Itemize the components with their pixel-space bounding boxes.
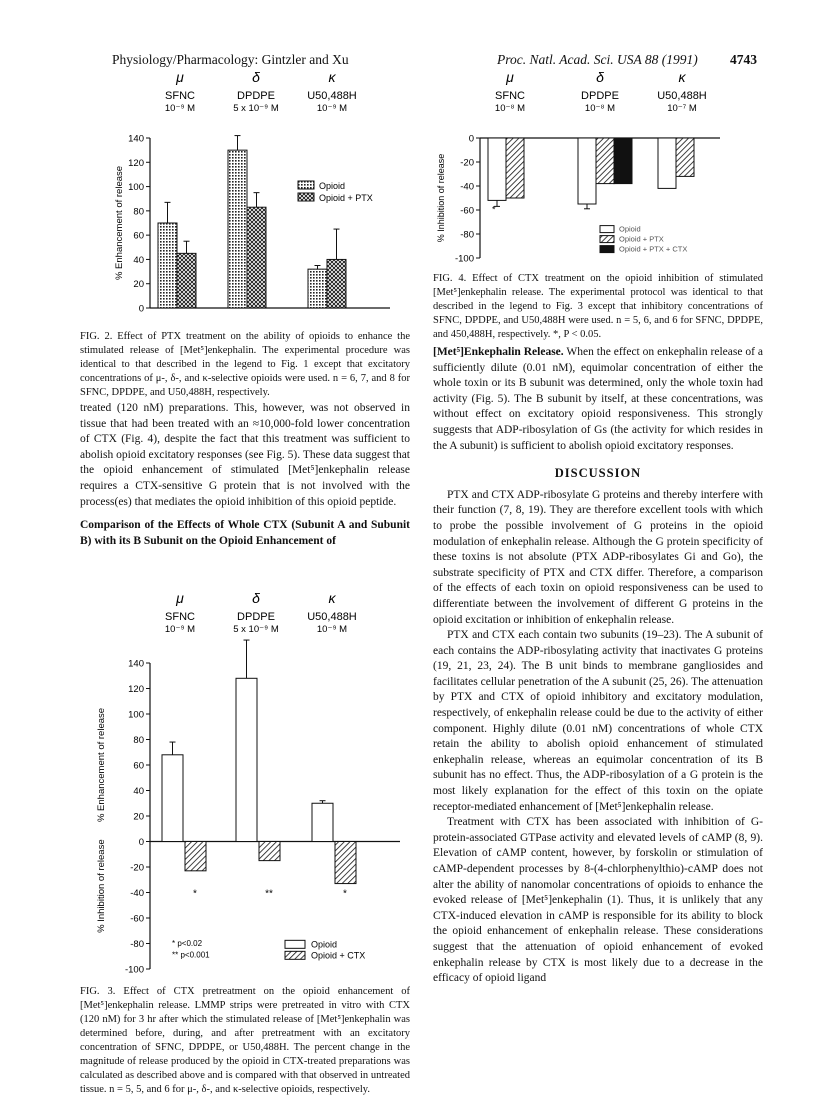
figure-4-chart	[430, 68, 730, 268]
discussion-heading: DISCUSSION	[554, 466, 642, 481]
legend-label: Opioid + PTX	[319, 193, 373, 203]
receptor-label: δ	[596, 69, 604, 85]
y-tick-label: 60	[133, 230, 144, 242]
legend-swatch	[285, 940, 305, 948]
figure-3	[80, 585, 420, 985]
y-tick-label: 20	[133, 279, 144, 291]
y-tick-label: 60	[133, 760, 144, 772]
receptor-label: μ	[506, 69, 514, 85]
bar-u50,488h-opioid	[308, 269, 327, 308]
receptor-label: κ	[328, 70, 336, 85]
running-header-left: Physiology/Pharmacology: Gintzler and Xu	[112, 52, 349, 67]
concentration-label: 10⁻⁹ M	[164, 624, 196, 635]
bar-dpdpe-ctx	[259, 842, 280, 861]
paragraph: PTX and CTX each contain two subunits (19–23). The A subunit of each contains the ADP-ribosylating activity that inactivates G proteins (19, 21, 23, 24). The B unit binds to membrane gangliosides and facilitates cellular penetration of the A subunit (25, 26). The attenuation by PTX and CTX of opioid inhibitory and excitatory modulation, respectively, of enkephalin release could be due to the activity of either component. Highly dilute (0.01 nM) concentrations of whole CTX retain the ability to abolish opioid enhancement of stimulated enkephalin release, whereas an equimolar concentration of its B subunit has no effect. Thus, the ADP-ribosylation of a G protein is the most likely explanation for the effect of this toxin on the opiate receptor-mediated enhancement of [Met⁵]enkephalin release.	[433, 629, 763, 813]
bar-sfnc-series0	[488, 138, 506, 200]
y-tick-label: 0	[138, 303, 144, 315]
receptor-label: κ	[678, 69, 686, 85]
y-tick-label: -40	[460, 181, 474, 193]
bar-u50,488h-ptx	[327, 259, 346, 308]
y-tick-label: -20	[460, 157, 474, 169]
legend-swatch	[285, 951, 305, 959]
page-number: 4743	[730, 52, 757, 67]
y-tick-label: 120	[128, 157, 144, 169]
bar-dpdpe-series0	[578, 138, 596, 204]
bar-dpdpe-series1	[596, 138, 614, 184]
drug-label: DPDPE	[581, 90, 619, 102]
receptor-label: κ	[328, 590, 336, 606]
y-tick-label: 40	[133, 254, 144, 266]
y-tick-label: -60	[130, 913, 144, 925]
y-tick-label: -20	[130, 862, 144, 874]
drug-label: U50,488H	[307, 90, 357, 102]
significance-marker: *	[193, 888, 197, 900]
significance-marker: *	[343, 888, 347, 900]
left-column-text	[80, 401, 410, 549]
y-tick-label: -100	[124, 964, 144, 976]
y-tick-label: 20	[133, 811, 144, 823]
legend-swatch	[600, 236, 614, 243]
bar-sfnc-opioid	[162, 755, 183, 842]
paragraph: treated (120 nM) preparations. This, however, was not observed in tissue that had been treated with an ≈10,000-fold lower concentration of CTX (Fig. 4), despite the fact that this treatment was sufficient to abolish opioid excitatory responses (see Fig. 5). These data suggest that the opioid enhancement of stimulated [Met⁵]enkephalin release requires a CTX-sensitive G protein that is not involved with the process(es) that mediates the opioid inhibition of this opioid peptide.	[80, 402, 410, 508]
drug-label: SFNC	[165, 90, 195, 102]
bar-u50,488h-series1	[676, 138, 694, 176]
paragraph: Treatment with CTX has been associated with inhibition of G-protein-associated GTPase activity and elevated levels of cAMP (8, 9). Elevation of cAMP content, however, by forskolin or stimulation of cAMP-dependent processes by 8-(4-chlorphenylthio)-cAMP does not alter the ability of nanomolar concentrations of opioids to enhance the evoked release of [Met⁵]enkephalin (1). Thus, it is unlikely that any CTX-induced elevation in cAMP is responsible for its ability to block the opioid enhancement of enkephalin release. These considerations suggest that the attenuation of opioid enhancement of evoked enkephalin release by CTX is most likely due to a decrease in the efficacy of opioid ligand	[433, 816, 763, 985]
y-tick-label: 100	[128, 709, 144, 721]
y-tick-label: 140	[128, 658, 144, 670]
paragraph: [Met⁵]Enkephalin Release. When the effect on enkephalin release of a sufficiently dilute (0.01 nM), equimolar concentration of either the whole toxin or its B subunit was determined, only the whole toxin had activity (Fig. 5). The B subunit by itself, at these concentrations, was without effect on excitatory opioid responsiveness. This strongly suggests that ADP-ribosylation of Gs (the activity for which resides in the A subunit) is sufficient to abolish opioid excitatory responses.	[433, 346, 763, 452]
y-axis-label: % Inhibition of release	[436, 153, 446, 243]
section-heading: [Met⁵]Enkephalin Release.	[433, 346, 564, 358]
significance-marker: *	[492, 204, 496, 215]
y-tick-label: -60	[460, 205, 474, 217]
concentration-label: 5 x 10⁻⁹ M	[233, 103, 279, 114]
y-tick-label: -100	[454, 253, 474, 265]
y-tick-label: 80	[133, 735, 144, 746]
drug-label: SFNC	[165, 611, 195, 623]
concentration-label: 10⁻⁷ M	[667, 103, 697, 114]
y-axis-label-top: % Enhancement of release	[96, 707, 107, 823]
concentration-label: 10⁻⁸ M	[584, 103, 616, 114]
bar-u50,488h-series0	[658, 138, 676, 188]
y-tick-label: 40	[133, 786, 144, 797]
drug-label: U50,488H	[657, 90, 707, 102]
bar-dpdpe-ptx	[247, 207, 266, 308]
receptor-label: μ	[176, 70, 184, 85]
drug-label: U50,488H	[307, 611, 357, 623]
significance-marker: **	[265, 888, 273, 900]
y-tick-label: 100	[128, 182, 144, 194]
receptor-label: δ	[252, 70, 260, 85]
figure-4-caption: FIG. 4. Effect of CTX treatment on the opioid inhibition of stimulated [Met⁵]enkephalin release. The experimental protocol was identical to that described in the legend to Fig. 3 except that inhibitory concentrations of SFNC, DPDPE, and U50,488H were used. n = 5, 6, and 6 for SFNC, DPDPE, and 450,488H, respectively. *, P < 0.05.	[433, 273, 763, 340]
legend-label: Opioid	[619, 224, 641, 234]
legend-swatch	[298, 193, 314, 201]
receptor-label: δ	[252, 590, 260, 606]
legend-label: Opioid + PTX + CTX	[619, 244, 688, 254]
concentration-label: 10⁻⁹ M	[316, 624, 348, 635]
legend-swatch	[600, 246, 614, 253]
y-axis-label: % Enhancement of release	[114, 165, 125, 281]
drug-label: SFNC	[495, 90, 525, 102]
bar-dpdpe-series2	[614, 138, 632, 184]
concentration-label: 5 x 10⁻⁹ M	[233, 624, 279, 635]
figure-4	[430, 68, 730, 268]
concentration-label: 10⁻⁸ M	[494, 103, 526, 114]
legend-label: Opioid + PTX	[619, 234, 664, 244]
bar-sfnc-series1	[506, 138, 524, 198]
y-tick-label: 80	[133, 206, 144, 218]
figure-3-caption: FIG. 3. Effect of CTX pretreatment on the opioid enhancement of [Met⁵]enkephalin release. LMMP strips were pretreated in vitro with CTX (120 nM) for 3 hr after which the stimulated release of [Met⁵]enkephalin was determined before, during, and after pretreatment with an excitatory concentration of SFNC, DPDPE, or U50,488H. The percent change in the magnitude of release produced by the opioid in CTX-treated preparations was calculated as described above and is compared with that observed in untreated tissue. n = 5, 5, and 6 for μ-, δ-, and κ-selective opioids, respectively.	[80, 986, 410, 1095]
y-axis-label-bottom: % Inhibition of release	[96, 839, 107, 933]
bar-u50,488h-opioid	[312, 803, 333, 841]
y-tick-label: 0	[138, 837, 144, 848]
running-header-journal: Proc. Natl. Acad. Sci. USA 88 (1991)	[497, 52, 698, 67]
bar-u50,488h-ctx	[335, 842, 356, 884]
concentration-label: 10⁻⁹ M	[316, 103, 348, 114]
legend-swatch	[298, 181, 314, 189]
section-heading: Comparison of the Effects of Whole CTX (Subunit A and Subunit B) with its B Subunit on the Opioid Enhancement of	[80, 519, 410, 547]
figure-2-chart	[100, 70, 430, 330]
significance-legend: ** p<0.001	[172, 950, 210, 960]
drug-label: DPDPE	[237, 611, 275, 623]
legend-label: Opioid + CTX	[311, 950, 366, 961]
figure-2	[100, 70, 430, 330]
right-column-text	[433, 345, 763, 987]
concentration-label: 10⁻⁹ M	[164, 103, 196, 114]
bar-dpdpe-opioid	[236, 678, 257, 841]
significance-legend: * p<0.02	[172, 939, 203, 949]
bar-sfnc-opioid	[158, 223, 177, 308]
y-tick-label: 0	[468, 133, 474, 145]
y-tick-label: -80	[460, 229, 474, 241]
figure-3-chart	[80, 585, 420, 985]
y-tick-label: -40	[130, 888, 144, 899]
bar-dpdpe-opioid	[228, 150, 247, 308]
legend-label: Opioid	[311, 939, 338, 950]
bar-sfnc-ptx	[177, 253, 196, 308]
legend-swatch	[600, 226, 614, 233]
legend-label: Opioid	[319, 181, 346, 191]
figure-2-caption: FIG. 2. Effect of PTX treatment on the ability of opioids to enhance the stimulated release of [Met⁵]enkephalin. The experimental procedure was identical to that described in the legend to Fig. 1 except that excitatory concentrations of μ-, δ-, and κ-selective opioids were used. n = 6, 7, and 8 for SFNC, DPDPE, and U50,488H, respectively.	[80, 331, 410, 398]
paragraph: PTX and CTX ADP-ribosylate G proteins and thereby interfere with their function (7, 8, 19). They are therefore excellent tools with which to probe the possible involvement of G proteins in the opioid modulation of enkephalin release. Although the G protein specificity of these toxins is not absolute (PTX ADP-ribosylates Gi and Go), the substrate specificity of PTX and CTX differ. Therefore, a comparison of the effects of each toxin on opioid responsiveness can be used to differentiate between the involvement of different G proteins in the opioid excitation or inhibition of enkephalin release.	[433, 488, 763, 626]
y-tick-label: 120	[128, 684, 144, 695]
y-tick-label: -80	[130, 939, 144, 950]
y-tick-label: 140	[128, 133, 144, 145]
bar-sfnc-ctx	[185, 842, 206, 871]
drug-label: DPDPE	[237, 90, 275, 102]
receptor-label: μ	[176, 590, 184, 606]
